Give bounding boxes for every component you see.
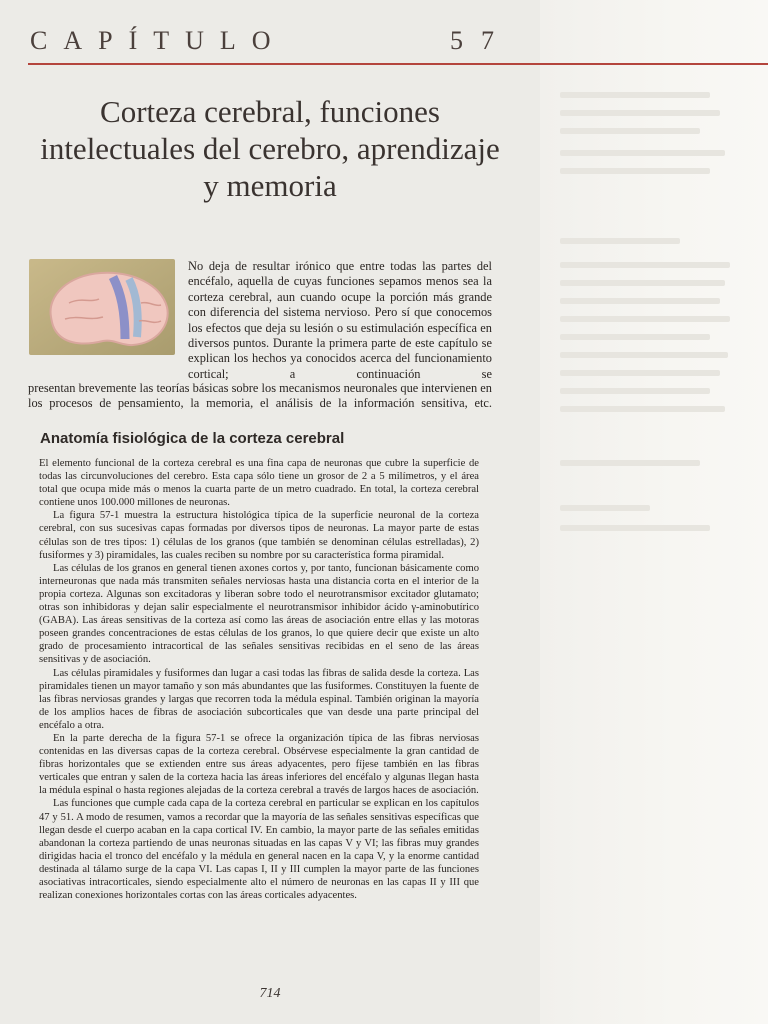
chapter-title: Corteza cerebral, funciones intelectuales del cerebro, aprendizaje y memoria bbox=[40, 94, 500, 203]
intro-paragraph-bottom bbox=[28, 381, 492, 412]
section-body bbox=[39, 457, 479, 902]
intro-continuation: presentan brevemente las teorías básicas sobre los mecanismos neuronales que intervienen en los procesos de pensamiento, la memoria, el análisis de la información sensitiva, etc. bbox=[28, 381, 492, 411]
chapter-word: CAPÍTULO bbox=[30, 26, 287, 55]
brain-cortex-illustration bbox=[29, 259, 175, 355]
section-heading: Anatomía fisiológica de la corteza cerebral bbox=[40, 430, 345, 447]
body-paragraph: Las células de los granos en general tienen axones cortos y, por tanto, funcionan básicamente como interneuronas que nada más transmiten señales nerviosas hasta una distancia corta en el interior de la propia corteza. Algunas son excitadoras y liberan sobre todo el neurotransmisor excitador glutamato; otras son inhibidoras y dejan salir especialmente el neurotransmisor inhibidor ácido γ-aminobutírico (GABA). Las áreas sensitivas de la corteza así como las áreas de asociación entre ellas y las motoras poseen grandes concentraciones de estas células de los granos, lo que quiere decir que existe un alto grado de procesamiento intracortical de las señales sensitivas recibidas en el seno de las áreas sensitivas y de asociación. bbox=[39, 562, 479, 666]
body-paragraph: En la parte derecha de la figura 57-1 se ofrece la organización típica de las fibras nerviosas contenidas en las diversas capas de la corteza cerebral. Obsérvese especialmente la gran cantidad de fibras horizontales que se extienden entre sus áreas adyacentes, pero fíjese también en las fibras verticales que entran y salen de la corteza hacia las áreas inferiores del encéfalo y algunas llegan hasta la médula espinal o hasta regiones alejadas de la corteza cerebral a través de largos haces de asociación. bbox=[39, 732, 479, 797]
body-paragraph: Las células piramidales y fusiformes dan lugar a casi todas las fibras de salida desde la corteza. Las piramidales tienen un mayor tamaño y son más abundantes que las fusiformes. Constituyen la fuente de las fibras nerviosas grandes y largas que recorren toda la médula espinal. También originan la mayoría de los amplios haces de fibras de asociación subcorticales que van desde una parte principal del encéfalo a otra. bbox=[39, 667, 479, 731]
intro-paragraph-top: No deja de resultar irónico que entre todas las partes del encéfalo, aquella de cuyas funciones sepamos menos sea la corteza cerebral, aun cuando ocupe la porción más grande con diferencia del sistema nervioso. Pero sí que conocemos los efectos que deja su lesión o su estimulación específica en diversos puntos. Durante la primera parte de este capítulo se explican los hechos ya conocidos acerca del funcionamiento cortical; a continuación se bbox=[188, 259, 492, 381]
header-rule bbox=[28, 63, 768, 65]
chapter-heading bbox=[30, 26, 550, 56]
chapter-number: 57 bbox=[450, 26, 512, 55]
body-paragraph: El elemento funcional de la corteza cerebral es una fina capa de neuronas que cubre la superficie de todas las circunvoluciones del cerebro. Esta capa sólo tiene un grosor de 2 a 5 milímetros, y el área total que ocupa mide más o menos la cuarta parte de un metro cuadrado. En total, la corteza cerebral contiene unos 100.000 millones de neuronas. bbox=[39, 458, 479, 509]
page-number: 714 bbox=[259, 986, 281, 1001]
body-paragraph: Las funciones que cumple cada capa de la corteza cerebral en particular se explican en los capítulos 47 y 51. A modo de resumen, vamos a recordar que la mayoría de las señales sensitivas específicas que llegan desde el cuerpo acaban en la capa cortical IV. En cambio, la mayor parte de las señales emitidas abandonan la corteza partiendo de unas neuronas situadas en las capas V y VI; las fibras muy grandes dirigidas hacia el tronco del encéfalo y la médula en general nacen en la capa V, y la enorme cantidad destinada al tálamo surge de la capa VI. Las capas I, II y III cumplen la mayor parte de las funciones asociativas intracorticales, siendo especialmente alto el número de neuronas en las capas II y III que realizan conexiones horizontales cortas con las áreas corticales adyacentes. bbox=[39, 798, 479, 902]
body-paragraph: La figura 57-1 muestra la estructura histológica típica de la superficie neuronal de la corteza cerebral, con sus sucesivas capas formadas por diversos tipos de neuronas. La mayor parte de estas células son de tres tipos: 1) células de los granos (que también se denominan células estrelladas), 2) fusiformes y 3) piramidales, las cuales reciben su nombre por su característica forma piramidal. bbox=[39, 510, 479, 561]
brain-icon bbox=[29, 259, 175, 355]
facing-page-edge bbox=[540, 0, 768, 1024]
